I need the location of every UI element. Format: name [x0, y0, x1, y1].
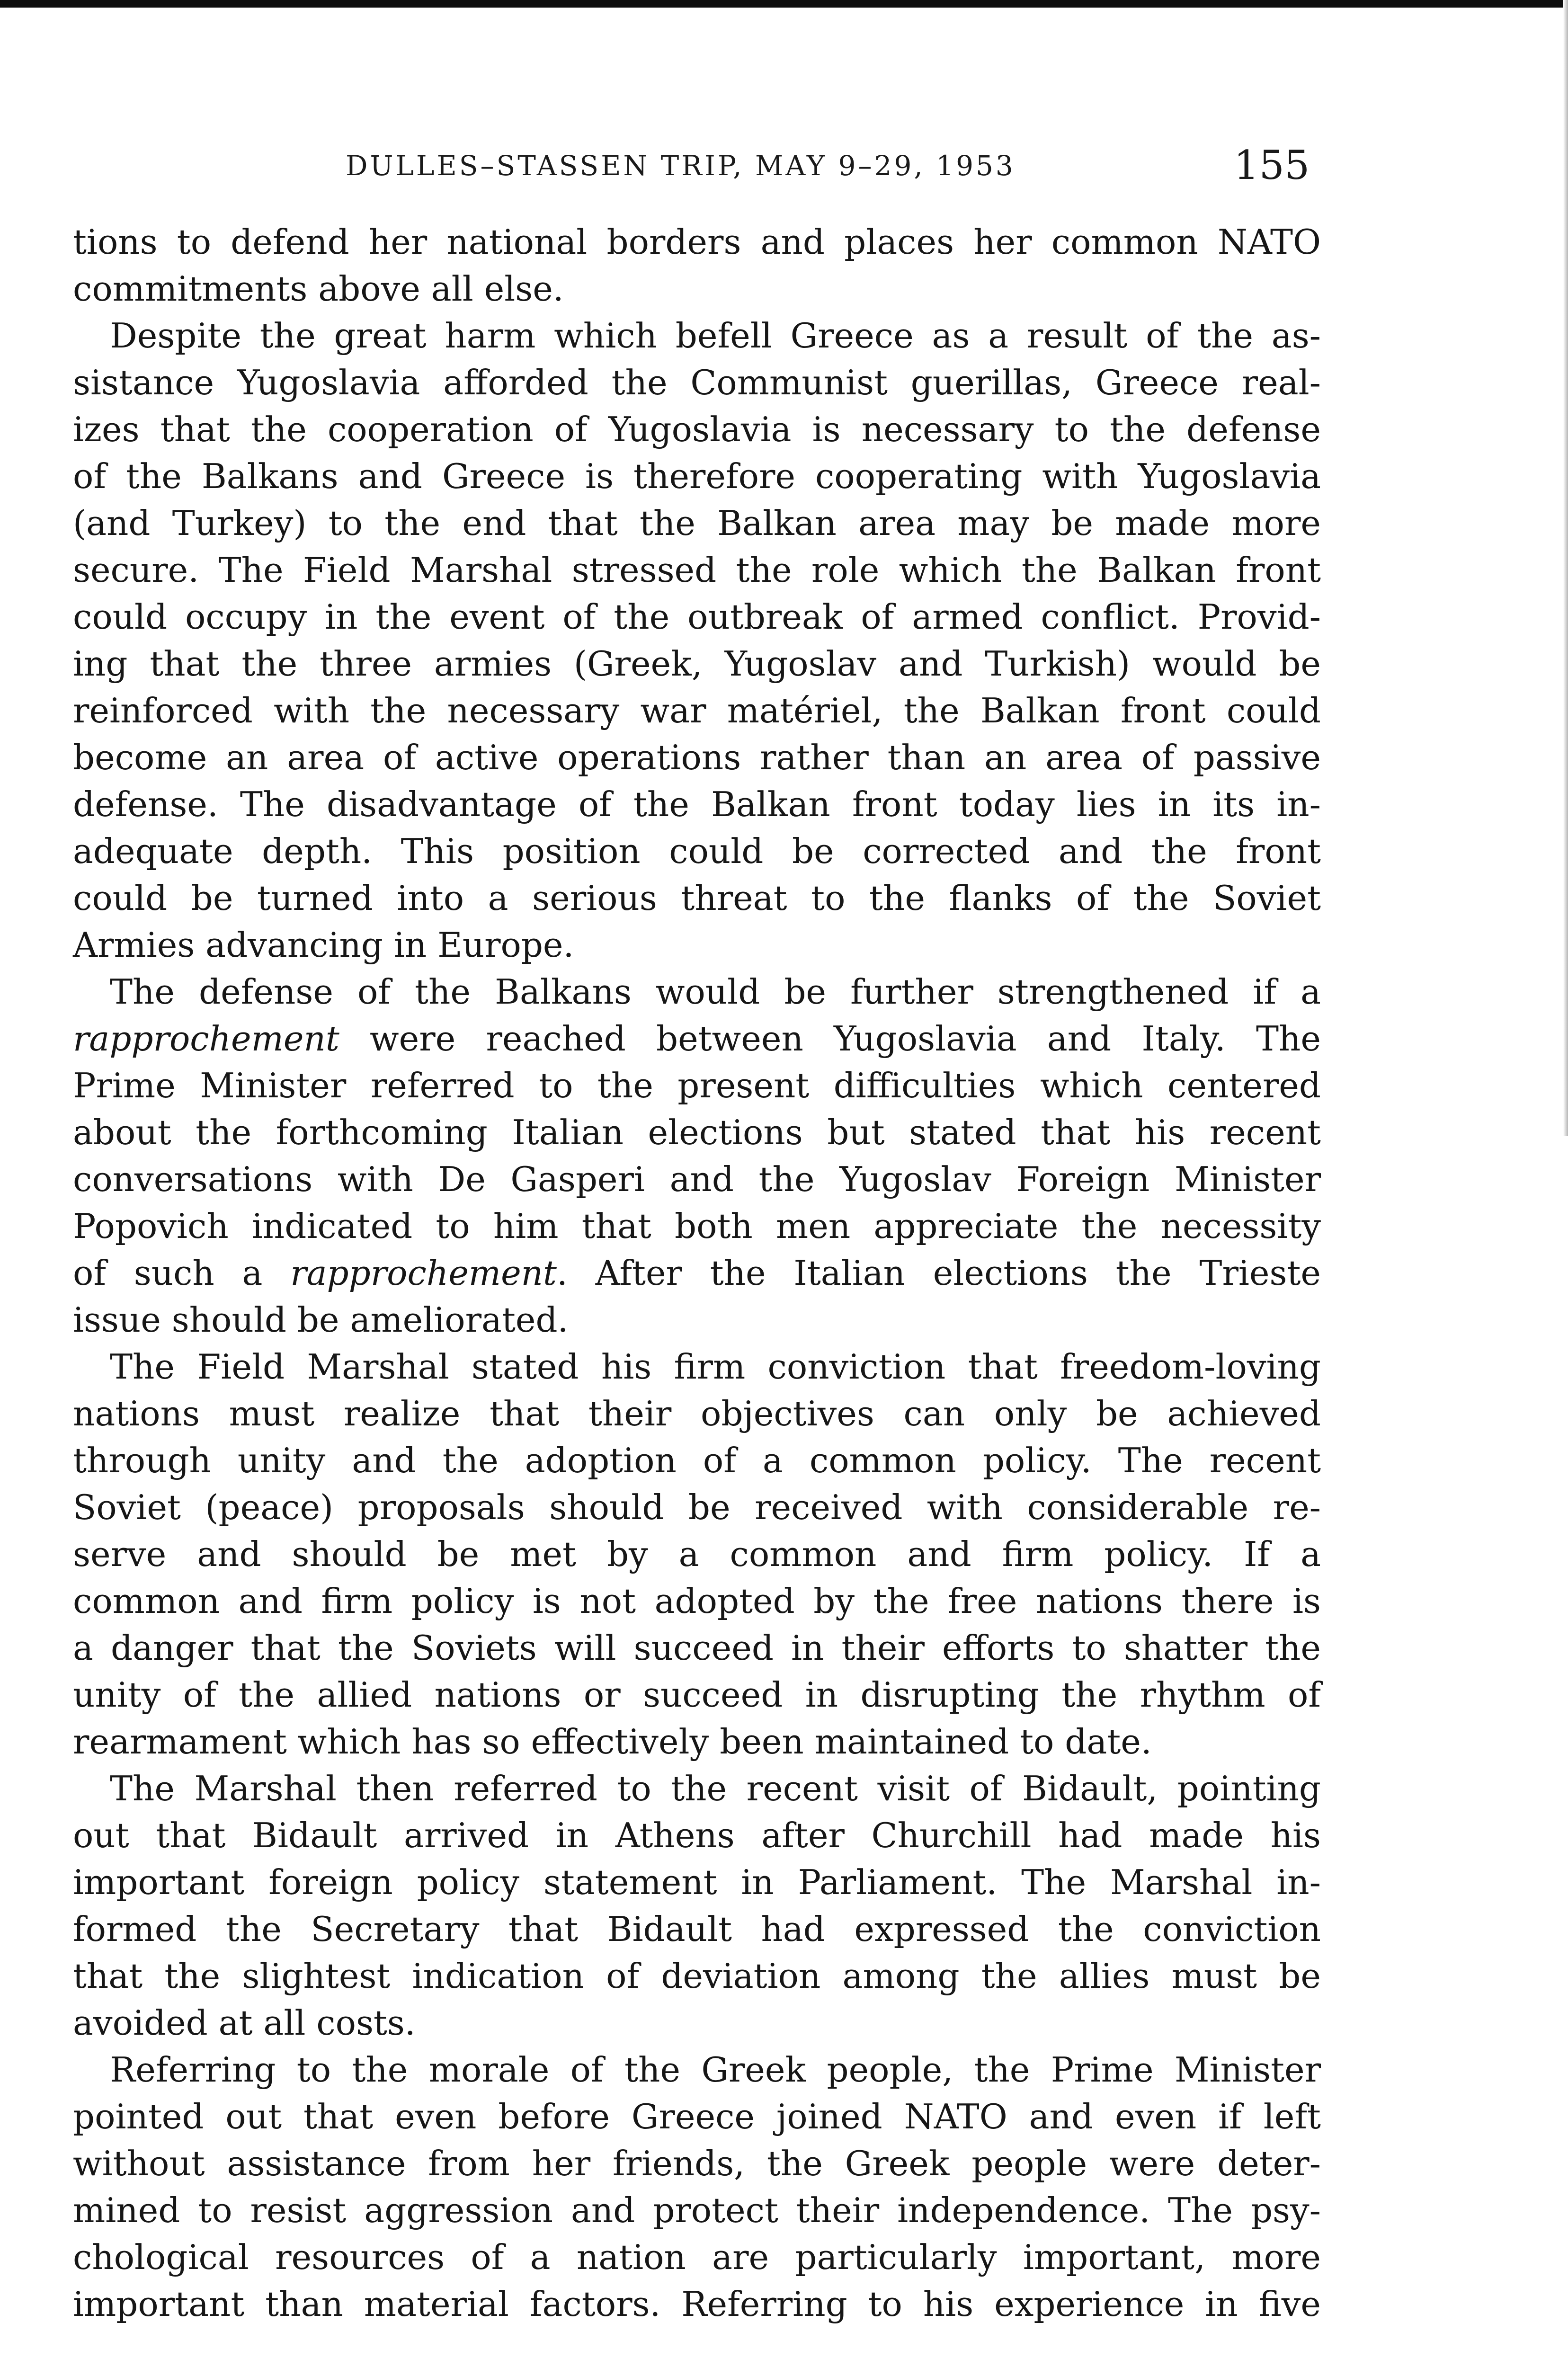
text-line: formed the Secretary that Bidault had expressed the conviction — [73, 1909, 1321, 1949]
text-line: Soviet (peace) proposals should be received with considerable re- — [73, 1487, 1321, 1527]
text-line: through unity and the adoption of a common policy. The recent — [73, 1441, 1321, 1480]
text-line: commitments above all else. — [73, 269, 564, 309]
text-line: serve and should be met by a common and firm policy. If a — [73, 1534, 1321, 1574]
body-text — [73, 219, 1321, 2328]
paragraph-3 — [73, 969, 1321, 1344]
text-line: important than material factors. Referring to his experience in five — [73, 2284, 1321, 2324]
text-line: important foreign policy statement in Parliament. The Marshal in- — [73, 1862, 1321, 1902]
paragraph-5 — [73, 1765, 1321, 2047]
text-line: adequate depth. This position could be corrected and the front — [73, 831, 1321, 871]
page-number: 155 — [1234, 142, 1310, 188]
text-line: conversations with De Gasperi and the Yugoslav Foreign Minister — [73, 1159, 1321, 1199]
running-head — [0, 142, 1568, 189]
text-line: Referring to the morale of the Greek people, the Prime Minister — [110, 2050, 1321, 2090]
text-line: (and Turkey) to the end that the Balkan area may be made more — [73, 503, 1321, 543]
text-line: nations must realize that their objectives can only be achieved — [73, 1394, 1321, 1433]
text-line: about the forthcoming Italian elections but stated that his recent — [73, 1112, 1321, 1152]
text-line: avoided at all costs. — [73, 2003, 416, 2043]
text-line: tions to defend her national borders and places her common NATO — [73, 222, 1321, 262]
paragraph-2 — [73, 312, 1321, 969]
text-line: Popovich indicated to him that both men appreciate the necessity — [73, 1206, 1321, 1246]
text-line: become an area of active operations rather than an area of passive — [73, 738, 1321, 777]
text-line: Armies advancing in Europe. — [73, 925, 574, 965]
text-line: that the slightest indication of deviation among the allies must be — [73, 1956, 1321, 1996]
text-line: ing that the three armies (Greek, Yugoslav and Turkish) would be — [73, 644, 1321, 684]
text-line-rapprochement: of such a rapprochement. After the Italian elections the Trieste — [73, 1253, 1321, 1293]
text-line: of the Balkans and Greece is therefore cooperating with Yugoslavia — [73, 456, 1321, 496]
paragraph-6 — [73, 2047, 1321, 2328]
text-line: rearmament which has so effectively been maintained to date. — [73, 1722, 1152, 1762]
text-line: The Marshal then referred to the recent visit of Bidault, pointing — [110, 1769, 1321, 1808]
emphasis: rapprochement — [290, 1253, 557, 1293]
text-line-rapprochement: rapprochement were reached between Yugoslavia and Italy. The — [73, 1019, 1321, 1059]
paragraph-1 — [73, 219, 1321, 312]
text-line: mined to resist aggression and protect their independence. The psy- — [73, 2190, 1321, 2230]
text-line: out that Bidault arrived in Athens after Churchill had made his — [73, 1815, 1321, 1855]
text-line: chological resources of a nation are particularly important, more — [73, 2237, 1321, 2277]
text-line: Prime Minister referred to the present difficulties which centered — [73, 1066, 1321, 1105]
emphasis: rapprochement — [73, 1019, 339, 1059]
text-line: common and firm policy is not adopted by the free nations there is — [73, 1581, 1321, 1621]
text-line: The defense of the Balkans would be further strengthened if a — [110, 972, 1321, 1012]
running-title: DULLES–STASSEN TRIP, MAY 9–29, 1953 — [346, 150, 1016, 182]
text-line: Despite the great harm which befell Greece as a result of the as- — [110, 316, 1321, 356]
text-line: secure. The Field Marshal stressed the role which the Balkan front — [73, 550, 1321, 590]
text-line: a danger that the Soviets will succeed in their efforts to shatter the — [73, 1628, 1321, 1668]
text-line: could be turned into a serious threat to the flanks of the Soviet — [73, 878, 1321, 918]
paragraph-4 — [73, 1344, 1321, 1765]
text-line: sistance Yugoslavia afforded the Communist guerillas, Greece real- — [73, 363, 1321, 402]
text-line: izes that the cooperation of Yugoslavia is necessary to the defense — [73, 409, 1321, 449]
text-line: The Field Marshal stated his firm conviction that freedom-loving — [110, 1347, 1321, 1387]
text-line: pointed out that even before Greece joined NATO and even if left — [73, 2097, 1321, 2136]
text-line: unity of the allied nations or succeed in disrupting the rhythm of — [73, 1675, 1321, 1715]
text-line: could occupy in the event of the outbreak of armed conflict. Provid- — [73, 597, 1321, 637]
text-line: issue should be ameliorated. — [73, 1300, 569, 1340]
text-line: reinforced with the necessary war matériel, the Balkan front could — [73, 691, 1321, 730]
top-scan-edge — [0, 0, 1568, 8]
text-line: without assistance from her friends, the Greek people were deter- — [73, 2144, 1321, 2183]
text-line: defense. The disadvantage of the Balkan front today lies in its in- — [73, 784, 1321, 824]
